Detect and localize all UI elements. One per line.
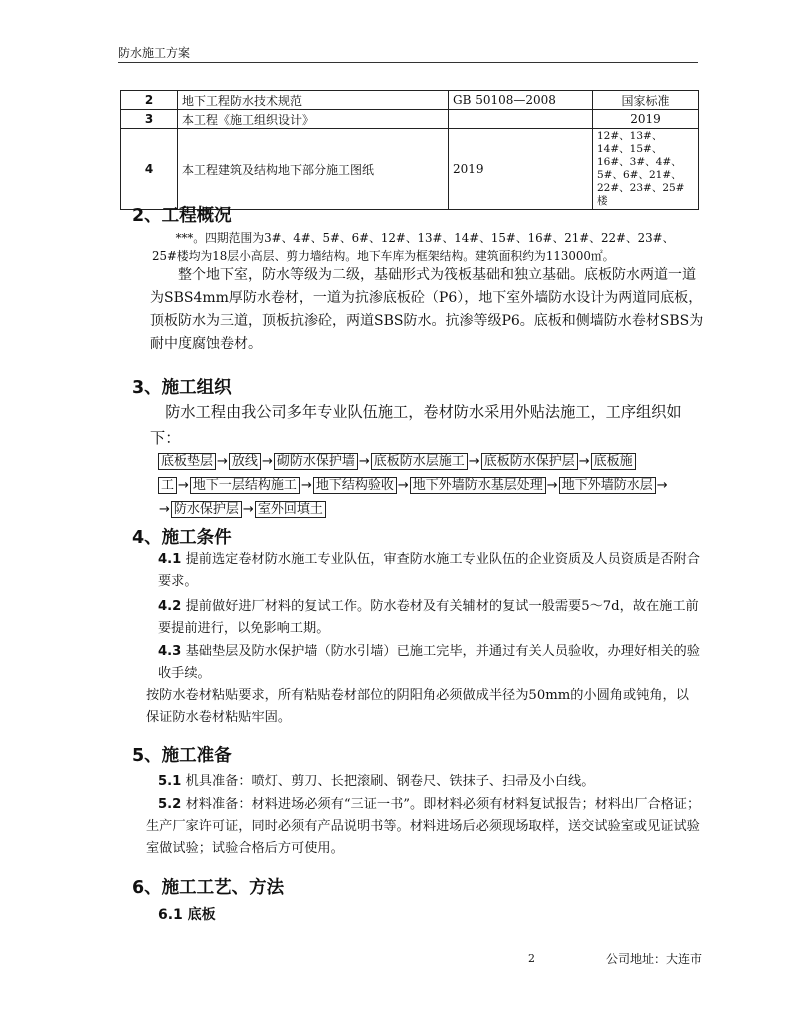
flow-step: 底板垫层 — [158, 453, 216, 470]
flow-arrow-icon: → — [261, 454, 273, 469]
flow-arrow-icon: → — [159, 502, 170, 517]
flow-step: 底板防水层施工 — [371, 453, 468, 470]
row-code — [449, 110, 593, 129]
section-4-heading: 4、施工条件 — [132, 528, 232, 548]
item-number: 4.1 — [158, 552, 182, 567]
row-type: 国家标准 — [593, 91, 699, 110]
row-name: 地下工程防水技术规范 — [178, 91, 449, 110]
flow-step: 放线 — [229, 453, 261, 470]
item-number: 4.3 — [158, 644, 182, 659]
item-number: 5.1 — [158, 774, 182, 789]
flow-arrow-icon: → — [217, 454, 228, 469]
company-address: 公司地址：大连市 — [606, 952, 703, 966]
flow-step: 地下外墙防水层 — [559, 477, 656, 494]
process-flow-line-1 — [158, 450, 706, 474]
row-number: 3 — [121, 110, 178, 129]
flow-arrow-icon: → — [358, 454, 370, 469]
item-text: 提前做好进厂材料的复试工作。防水卷材及有关辅材的复试一般需要5～7d，故在施工前要提前进行，以免影响工期。 — [158, 599, 699, 636]
item-number: 5.2 — [158, 797, 182, 812]
section-3-heading: 3、施工组织 — [132, 378, 232, 398]
section-5-item-2 — [146, 794, 702, 860]
section-6-1-heading: 6.1 底板 — [158, 907, 216, 923]
table-row — [121, 110, 699, 129]
row-name: 本工程建筑及结构地下部分施工图纸 — [178, 129, 449, 210]
flow-arrow-icon: → — [578, 454, 590, 469]
section-3-paragraph: 防水工程由我公司多年专业队伍施工，卷材防水采用外贴法施工，工序组织如下： — [150, 403, 682, 447]
paragraph-text: 按防水卷材粘贴要求，所有粘贴卷材部位的阴阳角必须做成半径为50mm的小圆角或钝角，以保证防水卷材粘贴牢固。 — [146, 688, 689, 725]
flow-step: 地下结构验收 — [313, 477, 397, 494]
row-number: 2 — [121, 91, 178, 110]
process-flow-line-2 — [158, 474, 706, 498]
flow-arrow-icon: → — [178, 478, 189, 493]
section-2-heading: 2、工程概况 — [132, 206, 232, 226]
flow-arrow-icon: → — [546, 478, 558, 493]
row-type: 2019 — [593, 110, 699, 129]
flow-step: 底板施 — [591, 453, 636, 470]
table-row — [121, 91, 699, 110]
row-code: 2019 — [449, 129, 593, 210]
flow-arrow-icon: → — [300, 478, 312, 493]
flow-step: 砌防水保护墙 — [274, 453, 358, 470]
item-text: 材料准备：材料进场必须有“三证一书”。即材料必须有材料复试报告；材料出厂合格证；生产厂家许可证，同时必须有产品说明书等。材料进场后必须现场取样，送交试验室或见证试验室做试验；试验合格后方可使用。 — [146, 797, 701, 856]
section-6-heading: 6、施工工艺、方法 — [132, 878, 285, 898]
flow-step: 防水保护层 — [171, 501, 242, 518]
item-text: 基础垫层及防水保护墙（防水引墙）已施工完毕，并通过有关人员验收，办理好相关的验收手续。 — [158, 644, 700, 681]
section-2-paragraph-1: ***。四期范围为3#、4#、5#、6#、12#、13#、14#、15#、16#、21#、22#、23#、25#楼均为18层小高层、剪力墙结构。地下车库为框架结构。建筑面积约为113000㎡。 — [152, 231, 675, 263]
page-number: 2 — [528, 952, 535, 965]
section-4-paragraph — [146, 685, 702, 729]
row-name: 本工程《施工组织设计》 — [178, 110, 449, 129]
section-5-item-1 — [158, 771, 700, 793]
process-flow-line-3 — [158, 498, 706, 522]
section-2-paragraph-2: 整个地下室，防水等级为二级，基础形式为筏板基础和独立基础。底板防水两道一道为SBS4mm厚防水卷材，一道为抗渗底板砼（P6），地下室外墙防水设计为两道同底板，顶板防水为三道，顶板抗渗砼，两道SBS防水。抗渗等级P6。底板和侧墙防水卷材SBS为耐中度腐蚀卷材。 — [150, 267, 704, 352]
header-rule — [118, 62, 698, 63]
flow-arrow-icon: → — [468, 454, 480, 469]
item-number: 4.2 — [158, 599, 182, 614]
flow-arrow-icon: → — [397, 478, 409, 493]
reference-table — [120, 90, 699, 210]
section-4-item-2 — [158, 596, 700, 640]
item-text: 机具准备：喷灯、剪刀、长把滚刷、钢卷尺、铁抹子、扫帚及小白线。 — [181, 774, 595, 789]
item-text: 提前选定卷材防水施工专业队伍，审查防水施工专业队伍的企业资质及人员资质是否附合要求。 — [158, 552, 700, 589]
row-number: 4 — [121, 129, 178, 210]
row-code: GB 50108—2008 — [449, 91, 593, 110]
flow-step: 室外回填土 — [255, 501, 326, 518]
table-row — [121, 129, 699, 210]
flow-step: 地下一层结构施工 — [190, 477, 300, 494]
flow-arrow-icon: → — [242, 502, 254, 517]
page-header-title: 防水施工方案 — [118, 46, 191, 60]
section-4-item-1 — [158, 549, 700, 593]
row-type: 12#、13#、14#、15#、16#、3#、4#、5#、6#、21#、22#、23#、25#楼 — [593, 129, 699, 210]
section-4-item-3 — [158, 641, 700, 685]
process-flow — [158, 450, 706, 522]
flow-step: 地下外墙防水基层处理 — [410, 477, 546, 494]
flow-step: 工 — [158, 477, 177, 494]
flow-step: 底板防水保护层 — [481, 453, 578, 470]
section-5-heading: 5、施工准备 — [132, 746, 232, 766]
flow-arrow-icon: → — [656, 478, 668, 493]
